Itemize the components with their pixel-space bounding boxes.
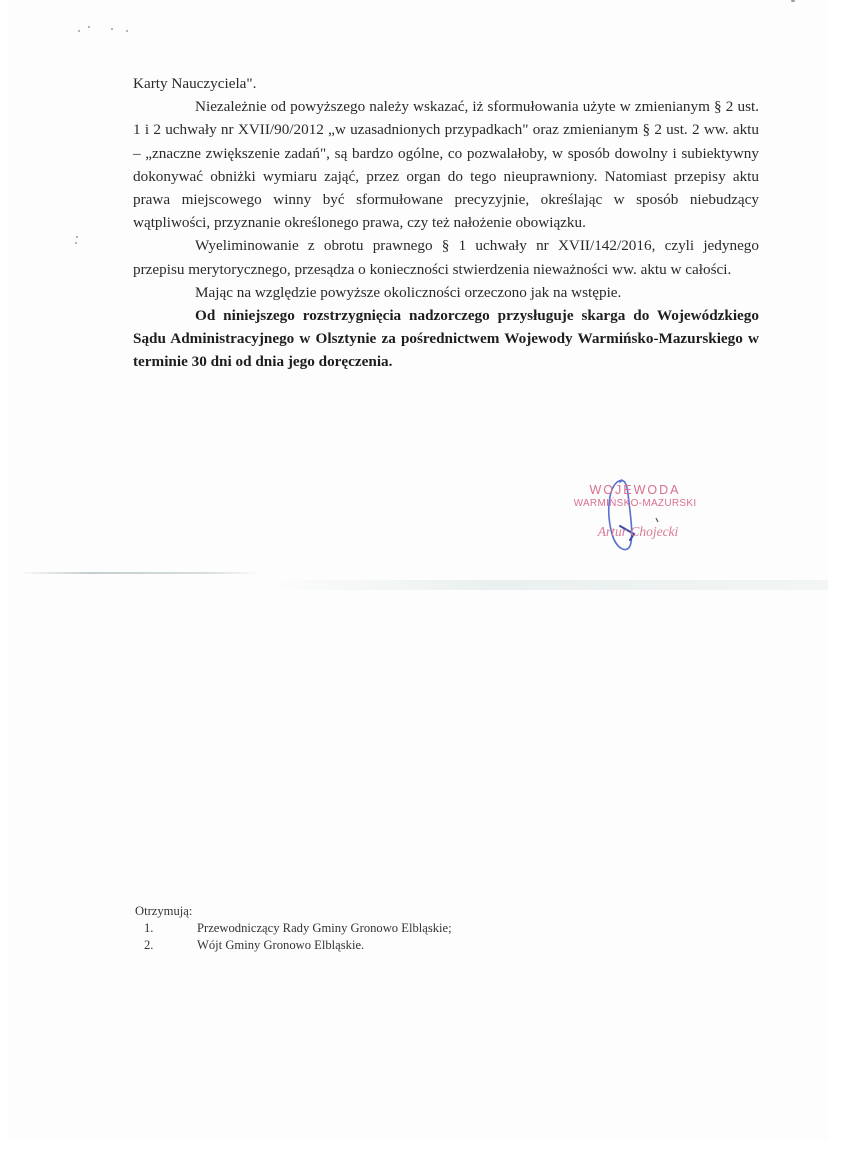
scan-artifact-streak — [18, 572, 258, 574]
list-item-text: Przewodniczący Rady Gminy Gronowo Elbląskie; — [197, 921, 452, 935]
scan-speck — [88, 26, 90, 28]
document-body — [133, 72, 759, 374]
paragraph-continuation: Karty Nauczyciela". — [133, 75, 257, 92]
list-item — [135, 920, 555, 937]
scan-speck — [111, 28, 113, 30]
recipients-heading: Otrzymują: — [135, 904, 193, 918]
scan-speck — [75, 242, 77, 244]
stamp-region: WARMIŃSKO-MAZURSKI — [573, 498, 697, 509]
scan-speck — [126, 30, 128, 32]
scan-speck — [76, 236, 78, 238]
list-item-number: 1. — [144, 921, 154, 935]
list-item-number: 2. — [144, 938, 154, 952]
paragraph-conclusion: Mając na względzie powyższe okoliczności orzeczono jak na wstępie. — [195, 283, 622, 301]
paragraph-elimination: Wyeliminowanie z obrotu prawnego § 1 uchwały nr XVII/142/2016, czyli jedynego przepisu merytorycznego, przesądza o konieczności stwierdzenia nieważności ww. aktu w całości. — [133, 237, 759, 278]
stamp-signatory-name: Artur Chojecki — [597, 524, 679, 539]
paragraph-appeal-notice: Od niniejszego rozstrzygnięcia nadzorczego przysługuje skarga do Wojewódzkiego Sądu Administracyjnego w Olsztynie za pośrednictwem Wojewody Warmińsko-Mazurskiego w terminie 30 dni od dnia jego doręczenia. — [133, 307, 759, 371]
scan-speck — [78, 30, 80, 32]
stamp-title: WOJEWODA — [589, 483, 681, 497]
scan-speck — [791, 0, 795, 2]
list-item-text: Wójt Gminy Gronowo Elbląskie. — [197, 938, 365, 952]
paragraph-formulations: Niezależnie od powyższego należy wskazać, iż sformułowania użyte w zmienianym § 2 ust. 1 i 2 uchwały nr XVII/90/2012 „w uzasadnionych przypadkach" oraz zmienianym § 2 ust. 2 ww. aktu – „znaczne zwiększenie zadań", są bardzo ogólne, co pozwalałoby, w sposób dowolny i subiektywny dokonywać obniżki wymiaru zająć, przez organ do tego nieuprawniony. Natomiast przepisy aktu prawa miejscowego winny być sformułowane precyzyjnie, określając w sposób niebudzący wątpliwości, przyznanie określonego prawa, czy też nałożenie obowiązku. — [133, 98, 759, 232]
recipients-list — [135, 903, 555, 954]
voivode-stamp — [555, 483, 715, 540]
list-item — [135, 937, 555, 954]
scan-artifact-shadow — [268, 580, 828, 590]
